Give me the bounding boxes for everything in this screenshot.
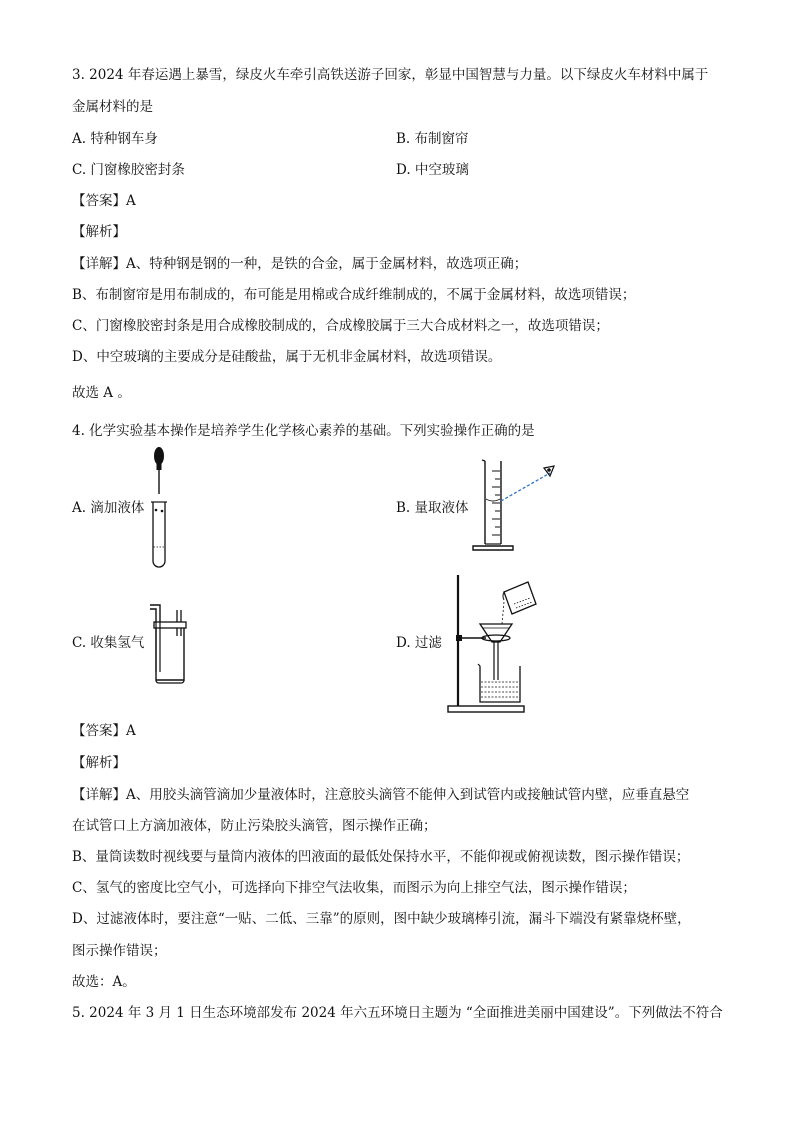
gas-collection-bottle-figure <box>146 600 194 688</box>
q4-option-c: C. 收集氢气 <box>72 635 145 651</box>
q4-detail-line: C、氢气的密度比空气小，可选择向下排空气法收集，而图示为向上排空气法，图示操作错误； <box>72 880 636 896</box>
q4-detail-line: D、过滤液体时，要注意“一贴、二低、三靠”的原则，图中缺少玻璃棒引流，漏斗下端没有紧靠烧杯壁， <box>72 911 691 927</box>
q4-detail-line: B、量筒读数时视线要与量筒内液体的凹液面的最低处保持水平，不能仰视或俯视读数，图示操作错误； <box>72 849 690 865</box>
q3-answer: 【答案】A <box>72 193 136 209</box>
q3-detail-line: 【详解】A、特种钢是钢的一种，是铁的合金，属于金属材料，故选项正确； <box>72 256 528 272</box>
q4-option-a: A. 滴加液体 <box>72 500 145 516</box>
q3-conclusion: 故选 A 。 <box>72 385 131 401</box>
filtration-setup-figure <box>444 572 536 716</box>
q4-detail-line: 在试管口上方滴加液体，防止污染胶头滴管，图示操作正确； <box>72 818 437 834</box>
q3-analysis-label: 【解析】 <box>72 224 126 240</box>
q4-stem: 4. 化学实验基本操作是培养学生化学核心素养的基础。下列实验操作正确的是 <box>72 423 535 439</box>
q3-detail-line: D、中空玻璃的主要成分是硅酸盐，属于无机非金属材料，故选项错误。 <box>72 349 502 365</box>
q4-detail-line: 【详解】A、用胶头滴管滴加少量液体时，注意胶头滴管不能伸入到试管内或接触试管内壁，应垂直悬空 <box>72 787 690 803</box>
q3-stem-line2: 金属材料的是 <box>72 99 153 115</box>
q4-detail-line: 图示操作错误； <box>72 943 167 959</box>
q3-stem-line1: 3. 2024 年春运遇上暴雪，绿皮火车牵引高铁送游子回家，彰显中国智慧与力量。以下绿皮火车材料中属于 <box>72 67 709 83</box>
q3-detail-line: B、布制窗帘是用布制成的，布可能是用棉或合成纤维制成的，不属于金属材料，故选项错误； <box>72 287 636 303</box>
q4-answer: 【答案】A <box>72 723 136 739</box>
q3-option-b: B. 布制窗帘 <box>396 131 469 147</box>
q4-analysis-label: 【解析】 <box>72 755 126 771</box>
q4-conclusion: 故选：A。 <box>72 974 136 990</box>
q5-stem: 5. 2024 年 3 月 1 日生态环境部发布 2024 年六五环境日主题为 “全面推进美丽中国建设”。下列做法不符合 <box>72 1005 723 1021</box>
q3-option-d: D. 中空玻璃 <box>396 162 469 178</box>
q3-detail-line: C、门窗橡胶密封条是用合成橡胶制成的，合成橡胶属于三大合成材料之一，故选项错误； <box>72 318 609 334</box>
q4-option-d: D. 过滤 <box>396 635 442 651</box>
q3-option-a: A. 特种钢车身 <box>72 131 158 147</box>
q4-option-b: B. 量取液体 <box>396 500 469 516</box>
graduated-cylinder-figure <box>470 456 565 556</box>
dropper-test-tube-figure <box>143 444 183 572</box>
q3-option-c: C. 门窗橡胶密封条 <box>72 162 185 178</box>
